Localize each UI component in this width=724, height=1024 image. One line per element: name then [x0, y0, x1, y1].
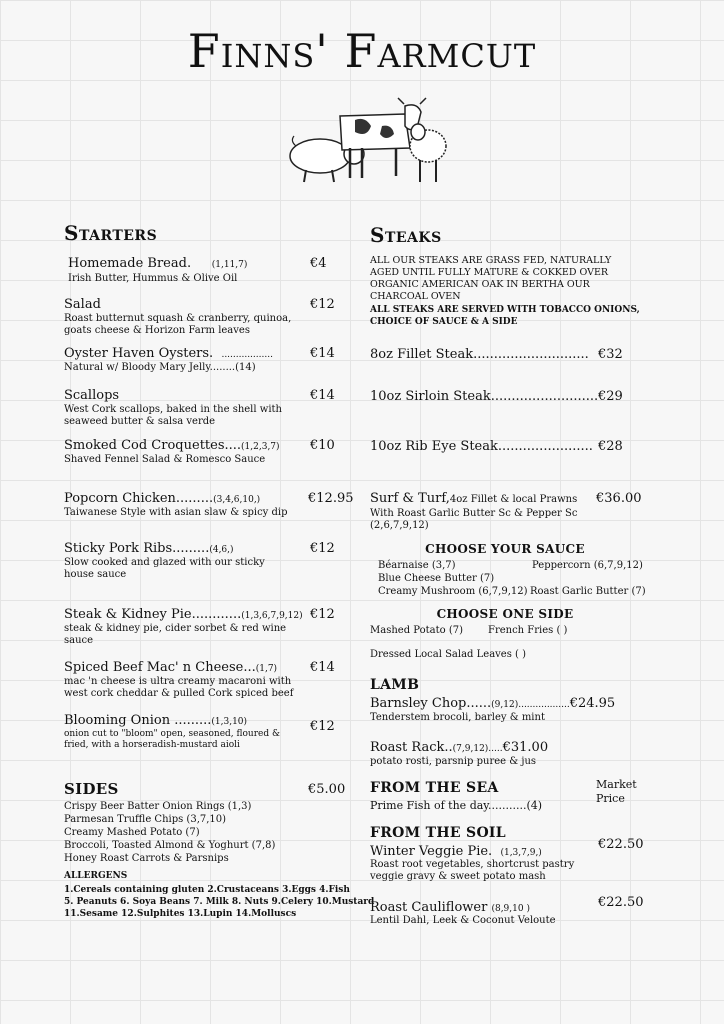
- sauce-mushroom: Creamy Mushroom (6,7,9,12): [378, 586, 528, 597]
- side-salad: Dressed Local Salad Leaves ( ): [370, 649, 527, 660]
- starter-bread-desc: Irish Butter, Hummus & Olive Oil: [68, 273, 238, 284]
- restaurant-title: Finns' Farmcut: [187, 24, 537, 78]
- sauce-garlic-butter: Roast Garlic Butter (7): [530, 586, 646, 597]
- steak-sirloin-price: €29: [598, 389, 623, 404]
- side-fries: French Fries ( ): [488, 625, 568, 636]
- starter-steak-pie-price: €12: [310, 607, 335, 622]
- sea-item: Prime Fish of the day...........(4): [370, 799, 543, 812]
- sauce-heading: CHOOSE YOUR SAUCE: [425, 542, 585, 556]
- surf-turf-price: €36.00: [596, 491, 642, 506]
- sauce-blue-cheese: Blue Cheese Butter (7): [378, 573, 495, 584]
- starters-heading: Starters: [64, 221, 158, 245]
- side-item: Broccoli, Toasted Almond & Yoghurt (7,8): [64, 840, 276, 851]
- side-item: Creamy Mashed Potato (7): [64, 827, 200, 838]
- soil-pie-desc: Roast root vegetables, shortcrust pastry veggie gravy & sweet potato mash: [370, 859, 575, 882]
- starter-salad-desc: Roast butternut squash & cranberry, quinoa, goats cheese & Horizon Farm leaves: [64, 313, 292, 336]
- sauce-peppercorn: Peppercorn (6,7,9,12): [532, 560, 643, 571]
- steak-ribeye-name: 10oz Rib Eye Steak.......................: [370, 439, 593, 454]
- farm-animals-illustration: [270, 86, 450, 186]
- starter-popcorn-chicken-price: €12.95: [308, 491, 354, 506]
- starter-blooming-onion-price: €12: [310, 719, 335, 734]
- starter-bread-price: €4: [310, 256, 327, 271]
- allergens-line: 5. Peanuts 6. Soya Beans 7. Milk 8. Nuts 9.Celery 10.Mustard: [64, 897, 375, 907]
- lamb-chop-desc: Tenderstem brocoli, barley & mint: [370, 712, 545, 723]
- steaks-heading: Steaks: [370, 223, 442, 247]
- starter-ribs-desc: Slow cooked and glazed with our sticky house sauce: [64, 557, 265, 580]
- side-heading: CHOOSE ONE SIDE: [436, 607, 574, 621]
- starter-ribs-price: €12: [310, 541, 335, 556]
- starter-steak-pie-name: Steak & Kidney Pie............(1,3,6,7,9,12): [64, 607, 303, 622]
- starter-mac-cheese-price: €14: [310, 660, 335, 675]
- starter-scallops-desc: West Cork scallops, baked in the shell with seaweed butter & salsa verde: [64, 404, 282, 427]
- starter-salad-name: Salad: [64, 297, 101, 312]
- side-item: Parmesan Truffle Chips (3,7,10): [64, 814, 227, 825]
- starter-oysters-desc: Natural w/ Bloody Mary Jelly........(14): [64, 362, 256, 373]
- starter-oysters-name: Oyster Haven Oysters. ..................: [64, 346, 273, 361]
- starter-croquettes-name: Smoked Cod Croquettes....(1,2,3,7): [64, 438, 280, 453]
- sides-heading: SIDES: [64, 780, 119, 798]
- starter-ribs-name: Sticky Pork Ribs.........(4,6,): [64, 541, 234, 556]
- starter-popcorn-chicken-name: Popcorn Chicken.........(3,4,6,10,): [64, 491, 261, 506]
- allergens-line: 11.Sesame 12.Sulphites 13.Lupin 14.Molluscs: [64, 909, 297, 919]
- soil-pie-price: €22.50: [598, 837, 644, 852]
- side-mash: Mashed Potato (7): [370, 625, 463, 636]
- steak-fillet-name: 8oz Fillet Steak............................: [370, 347, 589, 362]
- starter-mac-cheese-desc: mac 'n cheese is ultra creamy macaroni with west cork cheddar & pulled Cork spiced beef: [64, 676, 294, 699]
- lamb-chop-name: Barnsley Chop......(9,12)..................€24.95: [370, 696, 616, 711]
- soil-cauliflower-name: Roast Cauliflower (8,9,10 ): [370, 900, 530, 915]
- steaks-intro-bold: ALL STEAKS ARE SERVED WITH TOBACCO ONIONS, CHOICE OF SAUCE & A SIDE: [370, 305, 640, 327]
- starter-blooming-onion-name: Blooming Onion .........(1,3,10): [64, 713, 248, 728]
- sea-price: Market Price: [596, 778, 637, 805]
- soil-pie-name: Winter Veggie Pie. (1,3,7,9,): [370, 844, 542, 859]
- starter-popcorn-chicken-desc: Taiwanese Style with asian slaw & spicy dip: [64, 507, 288, 518]
- starter-scallops-price: €14: [310, 388, 335, 403]
- starter-steak-pie-desc: steak & kidney pie, cider sorbet & red wine sauce: [64, 623, 287, 646]
- starter-croquettes-desc: Shaved Fennel Salad & Romesco Sauce: [64, 454, 266, 465]
- soil-cauliflower-price: €22.50: [598, 895, 644, 910]
- surf-turf-desc: With Roast Garlic Butter Sc & Pepper Sc: [370, 508, 578, 519]
- steak-ribeye-price: €28: [598, 439, 623, 454]
- allergens-list: [64, 884, 374, 920]
- surf-turf-allergens: (2,6,7,9,12): [370, 520, 429, 531]
- lamb-rack-name: Roast Rack..(7,9,12).....€31.00: [370, 740, 549, 755]
- soil-cauliflower-desc: Lentil Dahl, Leek & Coconut Veloute: [370, 915, 556, 926]
- starter-scallops-name: Scallops: [64, 388, 120, 403]
- side-item: Crispy Beer Batter Onion Rings (1,3): [64, 801, 252, 812]
- starter-mac-cheese-name: Spiced Beef Mac' n Cheese...(1,7): [64, 660, 278, 675]
- allergens-heading: ALLERGENS: [64, 871, 128, 881]
- side-item: Honey Roast Carrots & Parsnips: [64, 853, 229, 864]
- surf-turf-name: Surf & Turf,4oz Fillet & local Prawns: [370, 491, 578, 506]
- lamb-rack-desc: potato rosti, parsnip puree & jus: [370, 756, 537, 767]
- starter-bread-name: Homemade Bread. (1,11,7): [68, 256, 248, 271]
- steaks-intro: ALL OUR STEAKS ARE GRASS FED, NATURALLY AGED UNTIL FULLY MATURE & COKKED OVER ORGANIC AMERICAN OAK IN BERTHA OUR CHARCOAL OVEN: [370, 255, 612, 302]
- starter-blooming-onion-desc: onion cut to "bloom" open, seasoned, floured & fried, with a horseradish-mustard aioli: [64, 729, 280, 750]
- allergens-line: 1.Cereals containing gluten 2.Crustaceans 3.Eggs 4.Fish: [64, 885, 350, 895]
- sauce-bearnaise: Béarnaise (3,7): [378, 560, 456, 571]
- sides-list: [64, 800, 275, 865]
- starter-croquettes-price: €10: [310, 438, 335, 453]
- lamb-heading: LAMB: [370, 677, 420, 693]
- starter-oysters-price: €14: [310, 346, 335, 361]
- steak-fillet-price: €32: [598, 347, 623, 362]
- steak-sirloin-name: 10oz Sirloin Steak..........................: [370, 389, 599, 404]
- sides-price: €5.00: [308, 782, 346, 797]
- soil-heading: FROM THE SOIL: [370, 825, 506, 841]
- starter-salad-price: €12: [310, 297, 335, 312]
- sea-heading: FROM THE SEA: [370, 780, 499, 796]
